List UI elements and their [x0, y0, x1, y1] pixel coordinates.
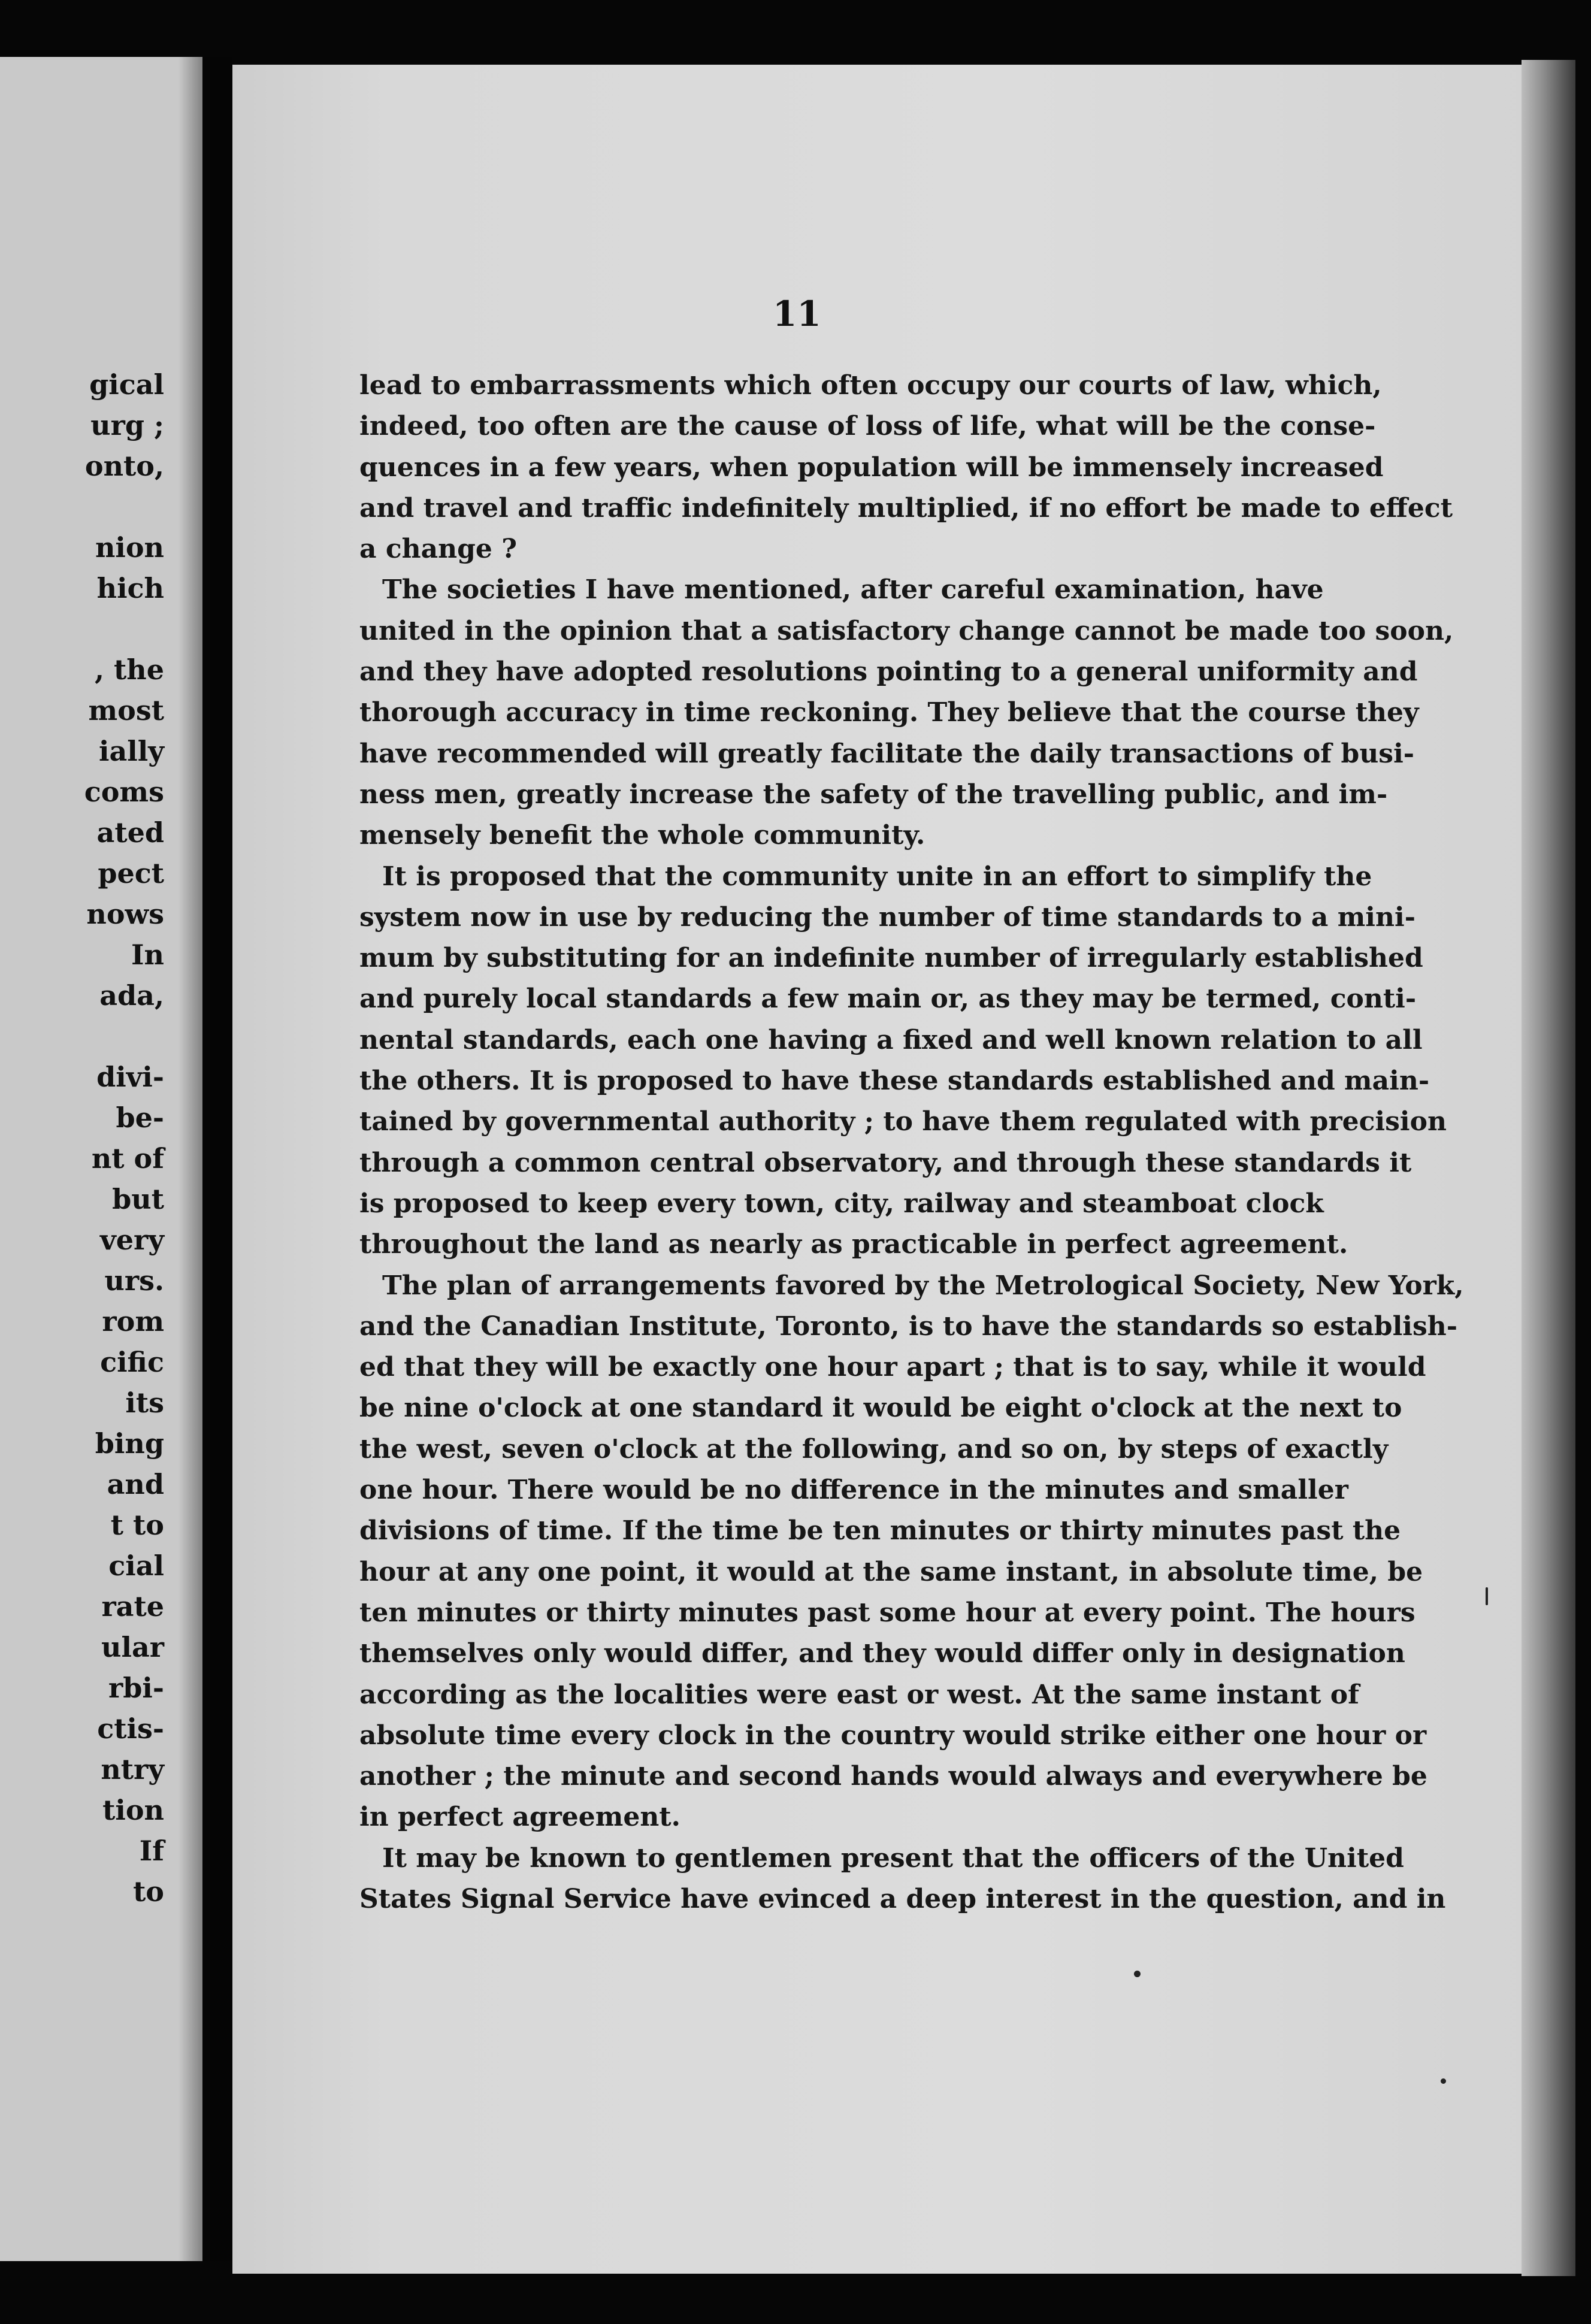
text-line: and the Canadian Institute, Toronto, is to have the standards so establish- [359, 1311, 1458, 1342]
left-page-fragment: and [107, 1468, 164, 1500]
text-line: quences in a few years, when population will be immensely increased [359, 452, 1384, 483]
text-line: It is proposed that the community unite in an effort to simplify the [382, 861, 1372, 892]
left-page-fragment: coms [84, 776, 164, 808]
text-line: and they have adopted resolutions pointing to a general uniformity and [359, 656, 1418, 688]
left-page-fragment: t to [110, 1509, 164, 1541]
left-page-fragment: rbi- [108, 1672, 164, 1704]
left-page-fragment: gical [89, 368, 164, 401]
text-line: the others. It is proposed to have these standards established and main- [359, 1066, 1430, 1097]
left-page-fragment: nion [95, 531, 164, 564]
text-line: thorough accuracy in time reckoning. They believe that the course they [359, 697, 1419, 728]
text-line: themselves only would differ, and they would differ only in designation [359, 1638, 1405, 1669]
text-line: The societies I have mentioned, after careful examination, have [382, 574, 1324, 606]
left-page-fragment: ntry [101, 1753, 164, 1786]
left-page-fragment: If [139, 1835, 164, 1867]
left-facing-page [0, 57, 202, 2261]
ink-speck [1441, 2078, 1446, 2084]
left-page-fragment: ada, [99, 979, 164, 1012]
text-line: united in the opinion that a satisfactory change cannot be made too soon, [359, 615, 1454, 646]
left-page-fragment: tion [102, 1794, 164, 1826]
left-page-fragment: rate [101, 1590, 164, 1623]
left-page-fragment: nows [86, 898, 164, 930]
left-page-fragment: In [131, 939, 164, 971]
text-line: be nine o'clock at one standard it would be eight o'clock at the next to [359, 1393, 1402, 1424]
left-page-fragment: ular [101, 1631, 164, 1663]
text-line: the west, seven o'clock at the following, and so on, by steps of exactly [359, 1433, 1389, 1464]
text-line: according as the localities were east or west. At the same instant of [359, 1679, 1360, 1710]
text-line: States Signal Service have evinced a deep interest in the question, and in [359, 1883, 1446, 1914]
left-page-fragment: nt of [91, 1142, 164, 1175]
text-line: one hour. There would be no difference in the minutes and smaller [359, 1475, 1348, 1506]
left-page-fragment: be- [116, 1102, 164, 1134]
text-line: is proposed to keep every town, city, railway and steamboat clock [359, 1188, 1324, 1219]
text-line: have recommended will greatly facilitate the daily transactions of busi- [359, 738, 1415, 769]
text-line: lead to embarrassments which often occupy our courts of law, which, [359, 370, 1382, 401]
text-line: It may be known to gentlemen present that the officers of the United [382, 1842, 1404, 1874]
text-line: system now in use by reducing the number of time standards to a mini- [359, 901, 1415, 933]
body-text [359, 365, 1464, 1920]
left-page-fragment: rom [102, 1305, 164, 1337]
text-line: through a common central observatory, and through these standards it [359, 1147, 1412, 1178]
left-page-fragment: onto, [84, 450, 164, 482]
left-page-fragment: pect [98, 857, 164, 889]
text-line: a change ? [359, 534, 517, 565]
left-page-fragment: ially [99, 735, 164, 767]
left-page-fragment: hich [96, 572, 164, 604]
text-line: ten minutes or thirty minutes past some hour at every point. The hours [359, 1597, 1415, 1628]
left-page-fragment: urs. [104, 1264, 164, 1297]
left-page-fragment: ctis- [97, 1712, 164, 1745]
left-page-fragment: divi- [96, 1061, 164, 1093]
ink-speck [1134, 1971, 1141, 1977]
left-page-fragment: cial [108, 1550, 164, 1582]
text-line: in perfect agreement. [359, 1802, 680, 1833]
text-line: and travel and traffic indefinitely multiplied, if no effort be made to effect [359, 492, 1453, 523]
text-line: The plan of arrangements favored by the Metrological Society, New York, [382, 1270, 1464, 1301]
text-line: mum by substituting for an indefinite number of irregularly established [359, 943, 1423, 974]
text-line: indeed, too often are the cause of loss of life, what will be the conse- [359, 411, 1376, 442]
text-line: another ; the minute and second hands would always and everywhere be [359, 1761, 1427, 1792]
text-line: mensely benefit the whole community. [359, 820, 925, 851]
left-page-fragment: most [88, 694, 164, 727]
left-page-fragment: to [133, 1875, 164, 1908]
page-edge [1522, 60, 1575, 2276]
text-line: divisions of time. If the time be ten minutes or thirty minutes past the [359, 1515, 1401, 1547]
text-line: hour at any one point, it would at the same instant, in absolute time, be [359, 1556, 1423, 1587]
text-line: and purely local standards a few main or, as they may be termed, conti- [359, 984, 1417, 1015]
left-page-fragment: urg ; [90, 409, 164, 441]
left-page-fragment: but [112, 1183, 164, 1215]
text-line: absolute time every clock in the country would strike either one hour or [359, 1720, 1427, 1751]
text-line: nental standards, each one having a fixed and well known relation to all [359, 1024, 1423, 1055]
left-page-fragment: bing [95, 1427, 164, 1460]
left-page-fragment: its [125, 1387, 164, 1419]
page-number: 11 [773, 293, 821, 334]
text-line: ed that they will be exactly one hour apart ; that is to say, while it would [359, 1352, 1426, 1383]
left-page-fragment: ated [96, 816, 164, 849]
text-line: tained by governmental authority ; to have them regulated with precision [359, 1106, 1447, 1137]
left-page-fragment: cific [100, 1346, 164, 1378]
left-page-fragment: , the [95, 653, 164, 686]
text-line: throughout the land as nearly as practicable in perfect agreement. [359, 1229, 1348, 1260]
text-line: ness men, greatly increase the safety of the travelling public, and im- [359, 779, 1388, 810]
book-gutter [202, 57, 232, 2261]
left-page-fragment: very [100, 1224, 164, 1256]
ink-speck [1486, 1587, 1488, 1605]
